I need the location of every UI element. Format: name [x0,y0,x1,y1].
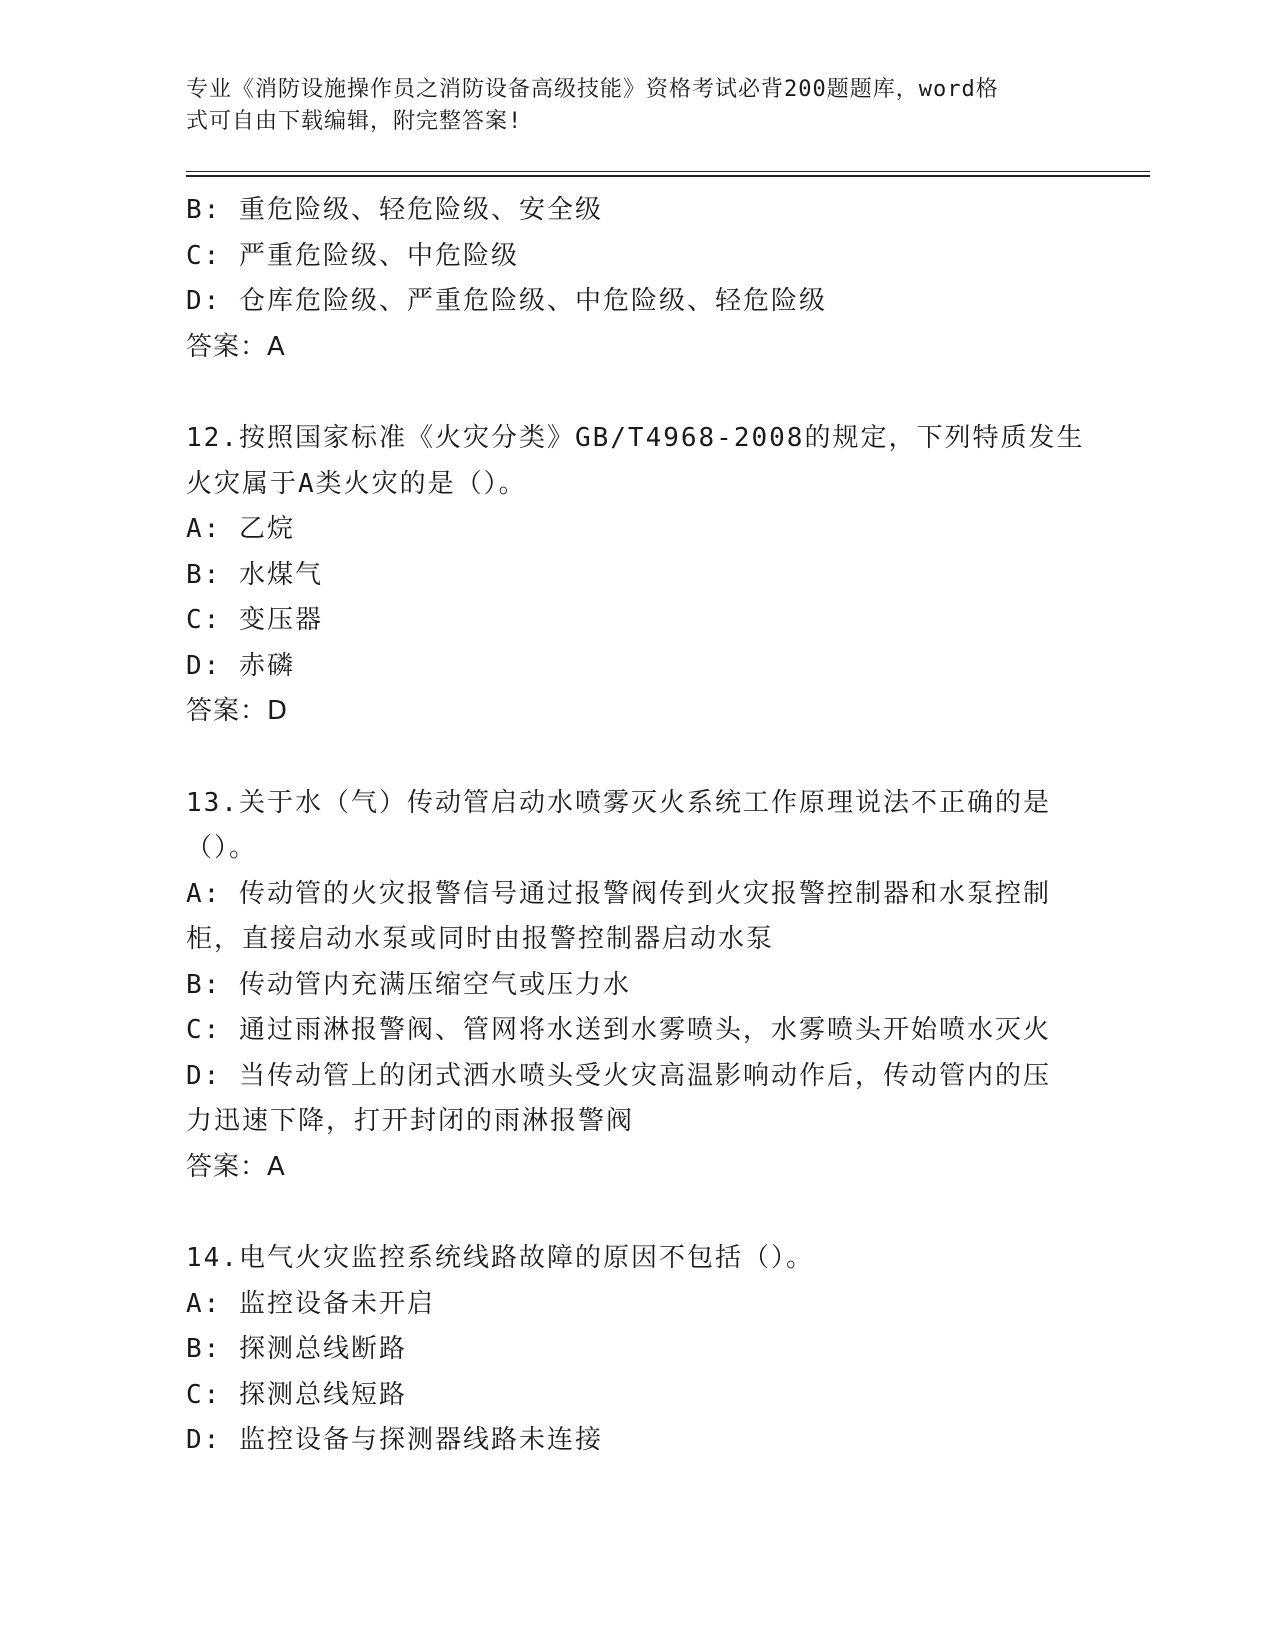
option-c: C: 变压器 [186,605,323,635]
option-c: C: 通过雨淋报警阀、管网将水送到水雾喷头，水雾喷头开始喷水灭火 [186,1015,1051,1045]
page-header [186,74,1066,138]
question-14 [186,1236,1086,1464]
option-b: B: 传动管内充满压缩空气或压力水 [186,969,631,1000]
header-line-1: 专业《消防设施操作员之消防设备高级技能》资格考试必背200题题库，word格 [186,77,999,102]
option-c: C: 探测总线短路 [186,1379,407,1410]
option-a: A: 监控设备未开启 [186,1288,435,1319]
question-text: 12.按照国家标准《火灾分类》GB/T4968-2008的规定，下列特质发生 [186,423,1085,453]
answer-line: 答案：A [186,1151,286,1182]
answer-line: 答案：D [186,696,289,726]
option-a: A: 传动管的火灾报警信号通过报警阀传到火灾报警控制器和水泵控制 [186,878,1051,909]
option-b: B: 探测总线断路 [186,1334,407,1364]
option-d: D: 赤磷 [186,650,295,681]
option-d: D: 当传动管上的闭式洒水喷头受火灾高温影响动作后，传动管内的压 [186,1060,1051,1091]
question-12 [186,416,1086,735]
option-b: B: 重危险级、轻危险级、安全级 [186,195,603,225]
question-content [186,188,1086,1464]
question-text-cont: （）。 [186,833,258,863]
option-a-cont: 柜，直接启动水泵或同时由报警控制器启动水泵 [186,924,775,954]
option-c: C: 严重危险级、中危险级 [186,240,519,271]
option-d-cont: 力迅速下降，打开封闭的雨淋报警阀 [186,1106,635,1136]
header-line-2: 式可自由下载编辑，附完整答案! [186,109,523,134]
question-text: 14.电气火灾监控系统线路故障的原因不包括（）。 [186,1243,814,1273]
question-text: 13.关于水（气）传动管启动水喷雾灭火系统工作原理说法不正确的是 [186,787,1051,818]
option-b: B: 水煤气 [186,559,323,590]
option-d: D: 仓库危险级、严重危险级、中危险级、轻危险级 [186,286,827,316]
option-a: A: 乙烷 [186,514,295,544]
header-divider-thin [186,171,1150,172]
question-11-fragment [186,188,1086,370]
question-13 [186,781,1086,1191]
answer-line: 答案：A [186,331,286,362]
option-d: D: 监控设备与探测器线路未连接 [186,1425,603,1455]
header-divider-thick [186,175,1150,177]
question-text-cont: 火灾属于A类火灾的是（）。 [186,468,527,499]
